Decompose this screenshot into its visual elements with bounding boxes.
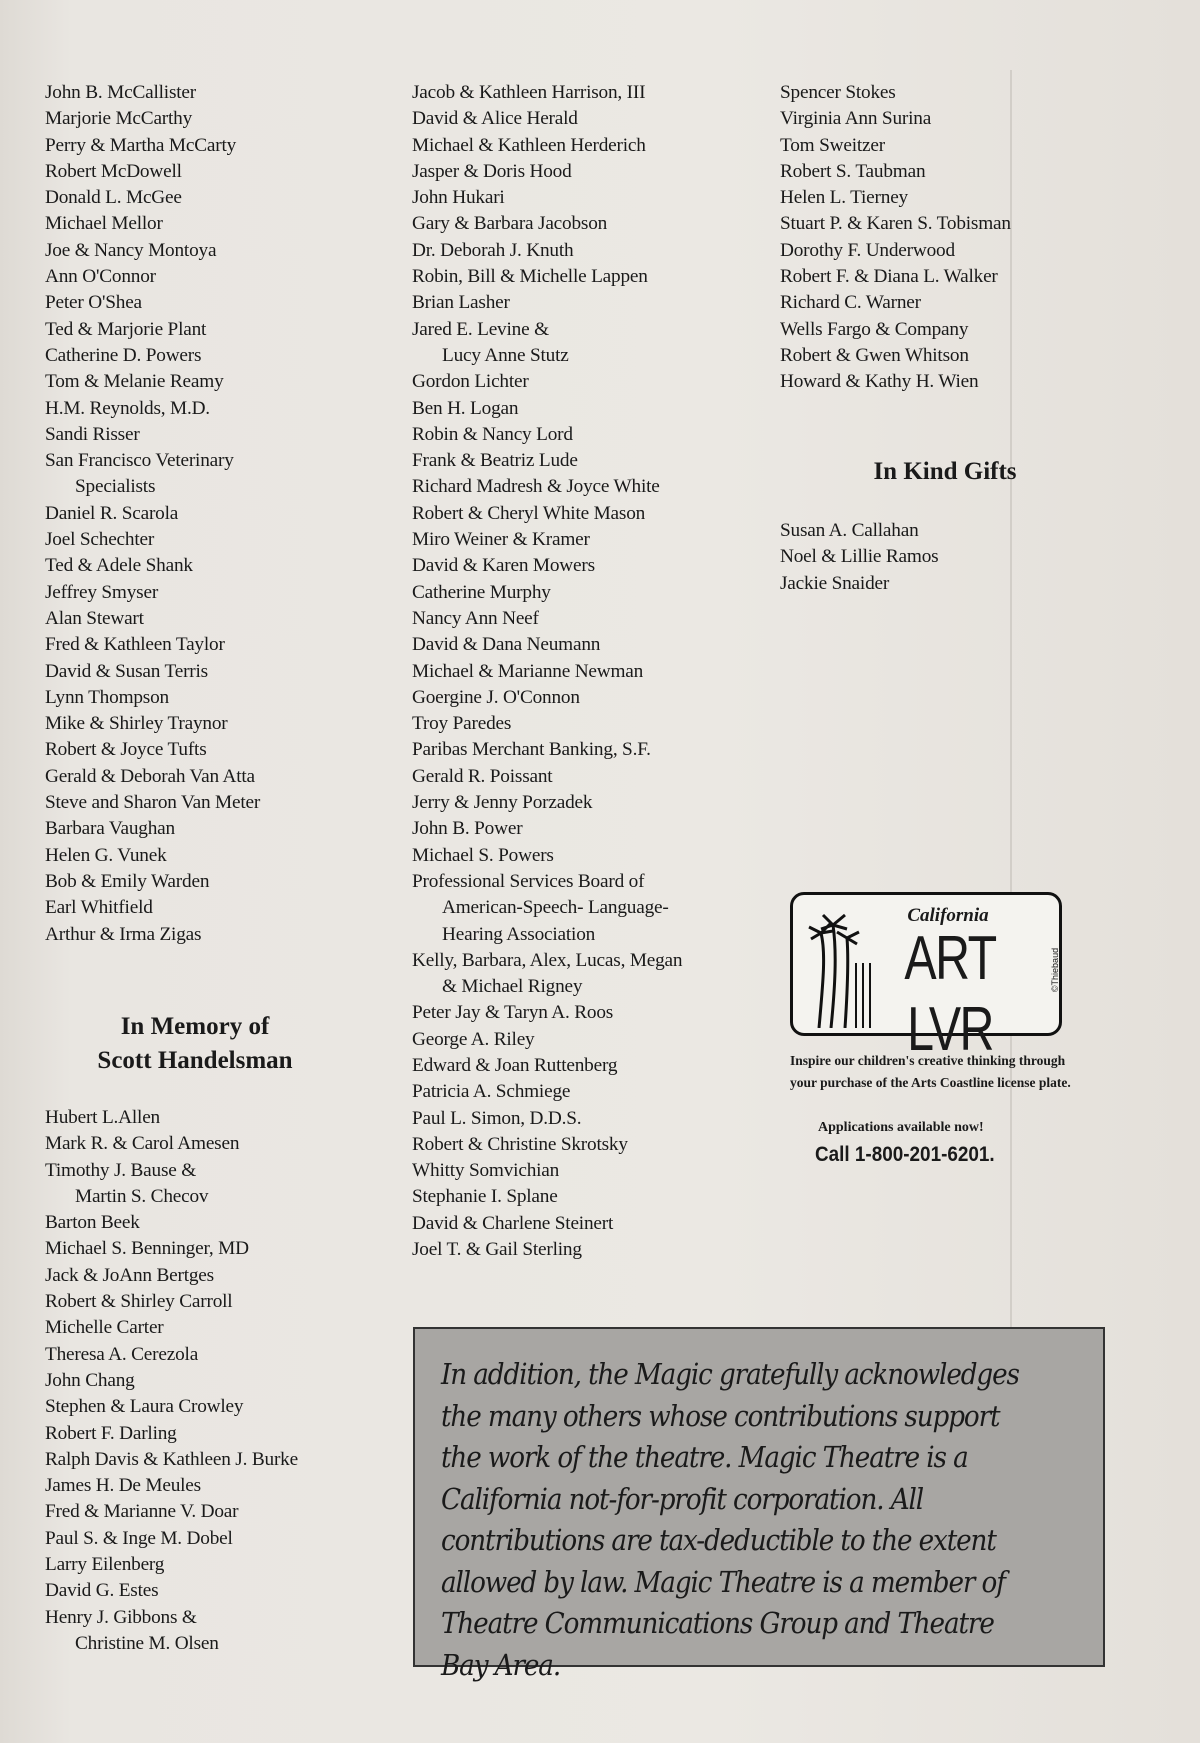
donor-name: Mike & Shirley Traynor	[45, 713, 228, 735]
donor-name: Paul L. Simon, D.D.S.	[412, 1107, 582, 1129]
donor-name: George A. Riley	[412, 1028, 535, 1050]
donor-column-2	[412, 80, 782, 1263]
donor-name: Tom Sweitzer	[780, 134, 885, 156]
in-memory-heading-line1: In Memory of	[120, 1013, 270, 1040]
donor-name: H.M. Reynolds, M.D.	[45, 397, 210, 419]
donor-name: Timothy J. Bause & Martin S. Checov	[45, 1159, 209, 1207]
donor-name: Ralph Davis & Kathleen J. Burke	[45, 1448, 298, 1470]
donor-name: Alan Stewart	[45, 607, 144, 629]
donor-name: Stuart P. & Karen S. Tobisman	[780, 213, 1011, 235]
donor-name: Howard & Kathy H. Wien	[780, 371, 979, 393]
donor-name: Robert S. Taubman	[780, 160, 926, 182]
donor-column-3	[780, 80, 1110, 396]
donor-name: Daniel R. Scarola	[45, 502, 179, 524]
donor-name: Mark R. & Carol Amesen	[45, 1133, 240, 1155]
donor-name: Richard Madresh & Joyce White	[412, 476, 660, 498]
donor-name: Jack & JoAnn Bertges	[45, 1264, 214, 1286]
donor-name: Catherine D. Powers	[45, 344, 202, 366]
donor-name: Donald L. McGee	[45, 187, 182, 209]
donor-name: Michael S. Benninger, MD	[45, 1238, 249, 1260]
donor-name: Gordon Lichter	[412, 371, 529, 393]
in-memory-heading-line2: Scott Handelsman	[97, 1047, 293, 1074]
donor-name: Steve and Sharon Van Meter	[45, 792, 261, 814]
donor-name: Michelle Carter	[45, 1317, 164, 1339]
donor-name: Noel & Lillie Ramos	[780, 546, 939, 568]
donor-name: Marjorie McCarthy	[45, 108, 193, 130]
donor-name: Robert & Gwen Whitson	[780, 344, 969, 366]
donor-name: Susan A. Callahan	[780, 520, 919, 541]
donor-name: Dorothy F. Underwood	[780, 239, 955, 261]
donor-name: Robin, Bill & Michelle Lappen	[412, 266, 648, 288]
donor-name: Jared E. Levine & Lucy Anne Stutz	[412, 318, 569, 366]
donor-name: Paul S. & Inge M. Dobel	[45, 1527, 233, 1549]
donor-name: Barton Beek	[45, 1212, 140, 1234]
plate-state-label: California	[907, 905, 989, 926]
plate-credit: ©Thiebaud	[1049, 947, 1060, 993]
donor-name: Ted & Adele Shank	[45, 555, 193, 577]
donor-name: Michael Mellor	[45, 213, 163, 235]
donor-name: Jeffrey Smyser	[45, 581, 159, 603]
donor-name: Michael & Marianne Newman	[412, 660, 644, 682]
donor-name: David G. Estes	[45, 1580, 159, 1602]
donor-name: Jerry & Jenny Porzadek	[412, 792, 593, 814]
donor-name: Dr. Deborah J. Knuth	[412, 239, 574, 261]
donor-name: Troy Paredes	[412, 713, 512, 735]
donor-name: Richard C. Warner	[780, 292, 921, 314]
donor-name: Ann O'Connor	[45, 266, 156, 288]
donor-name: David & Susan Terris	[45, 660, 208, 682]
donor-name: Wells Fargo & Company	[780, 318, 969, 340]
donor-name: Robin & Nancy Lord	[412, 423, 573, 445]
donor-name: Robert F. Darling	[45, 1422, 177, 1444]
plate-caption: Inspire our children's creative thinking through your purchase of the Arts Coastline license plate.	[790, 1053, 1071, 1090]
donor-name: Patricia A. Schmiege	[412, 1081, 571, 1103]
donor-name: Nancy Ann Neef	[412, 607, 539, 629]
donor-name: Robert & Joyce Tufts	[45, 739, 207, 761]
donor-name: Robert & Christine Skrotsky	[412, 1133, 628, 1155]
donor-name: Theresa A. Cerezola	[45, 1343, 199, 1365]
donor-name: Gary & Barbara Jacobson	[412, 213, 608, 235]
donor-name: James H. De Meules	[45, 1475, 201, 1497]
donor-name: John B. McCallister	[45, 82, 196, 103]
donor-name: Perry & Martha McCarty	[45, 134, 237, 156]
donor-name: Jackie Snaider	[780, 572, 890, 594]
donor-name: David & Karen Mowers	[412, 555, 595, 577]
donor-name: Barbara Vaughan	[45, 818, 175, 840]
in-kind-gifts-heading: In Kind Gifts	[873, 458, 1017, 485]
plate-text: ART LVR	[904, 924, 996, 1064]
donor-name: John Hukari	[412, 187, 505, 209]
donor-name: David & Charlene Steinert	[412, 1212, 614, 1234]
donor-name: Michael S. Powers	[412, 844, 554, 866]
donor-name: Professional Services Board of American-Speech- Language- Hearing Association	[412, 870, 669, 945]
donor-name: Helen G. Vunek	[45, 844, 167, 866]
donor-name: Henry J. Gibbons & Christine M. Olsen	[45, 1606, 219, 1654]
license-plate-ad	[785, 892, 1085, 1192]
in-kind-gifts-list	[780, 518, 1110, 597]
donor-name: Catherine Murphy	[412, 581, 551, 603]
donor-name: Brian Lasher	[412, 292, 510, 314]
donor-name: Hubert L.Allen	[45, 1107, 160, 1128]
donor-name: Ben H. Logan	[412, 397, 519, 419]
donor-name: Larry Eilenberg	[45, 1554, 165, 1576]
donor-name: Gerald R. Poissant	[412, 765, 553, 787]
donor-name: Stephanie I. Splane	[412, 1186, 558, 1208]
plate-applications-note: Applications available now!	[818, 1120, 984, 1135]
donor-name: Frank & Beatriz Lude	[412, 450, 578, 472]
donor-name: Jasper & Doris Hood	[412, 160, 572, 182]
donor-name: Gerald & Deborah Van Atta	[45, 765, 255, 787]
donor-name: David & Dana Neumann	[412, 634, 601, 656]
donor-name: Joel T. & Gail Sterling	[412, 1239, 582, 1261]
donor-name: Sandi Risser	[45, 423, 140, 445]
donor-name: Paribas Merchant Banking, S.F.	[412, 739, 651, 761]
donor-name: Robert & Shirley Carroll	[45, 1291, 233, 1313]
donor-name: Stephen & Laura Crowley	[45, 1396, 244, 1418]
donor-name: Ted & Marjorie Plant	[45, 318, 207, 340]
donor-name: Robert & Cheryl White Mason	[412, 502, 646, 524]
donor-name: Helen L. Tierney	[780, 187, 909, 209]
donor-name: Joel Schechter	[45, 529, 155, 551]
donor-name: John B. Power	[412, 818, 523, 840]
donor-name: Jacob & Kathleen Harrison, III	[412, 82, 646, 103]
donor-name: David & Alice Herald	[412, 108, 578, 130]
donor-name: Tom & Melanie Reamy	[45, 371, 224, 393]
plate-phone-number: Call 1-800-201-6201.	[815, 1143, 995, 1166]
in-memory-heading	[45, 1010, 345, 1078]
donor-name: Virginia Ann Surina	[780, 108, 932, 130]
donor-name: Joe & Nancy Montoya	[45, 239, 217, 261]
acknowledgement-text: In addition, the Magic gratefully acknowledges the many others whose contributions support the work of the theatre. Magic Theatre is a California not-for-profit corporation. All contributions are tax-deductible to the extent allowed by law. Magic Theatre is a member of Theatre Communications Group and Theatre Bay Area.	[441, 1358, 1019, 1682]
in-memory-list	[45, 1105, 385, 1657]
palm-tree-sunset-icon	[801, 903, 876, 1028]
donor-name: Bob & Emily Warden	[45, 870, 210, 892]
donor-name: Fred & Marianne V. Doar	[45, 1501, 239, 1523]
donor-name: Fred & Kathleen Taylor	[45, 634, 225, 656]
donor-name: Whitty Somvichian	[412, 1160, 560, 1182]
donor-name: Edward & Joan Ruttenberg	[412, 1054, 618, 1076]
donor-name: Robert McDowell	[45, 160, 182, 182]
donor-column-1	[45, 80, 385, 948]
donor-name: Kelly, Barbara, Alex, Lucas, Megan & Michael Rigney	[412, 949, 683, 998]
donor-name: Peter O'Shea	[45, 292, 142, 314]
acknowledgement-box	[413, 1327, 1105, 1682]
donor-name: Robert F. & Diana L. Walker	[780, 266, 998, 288]
donor-name: Lynn Thompson	[45, 686, 169, 708]
donor-name: Earl Whitfield	[45, 897, 153, 919]
donor-name: Spencer Stokes	[780, 82, 896, 103]
donor-name: Goergine J. O'Connon	[412, 686, 580, 708]
license-plate-image	[790, 892, 1062, 1064]
donor-name: San Francisco Veterinary Specialists	[45, 450, 234, 498]
donor-name: Peter Jay & Taryn A. Roos	[412, 1002, 614, 1024]
donor-name: Miro Weiner & Kramer	[412, 529, 590, 551]
donor-name: Arthur & Irma Zigas	[45, 923, 202, 945]
donor-name: John Chang	[45, 1369, 135, 1391]
donor-name: Michael & Kathleen Herderich	[412, 134, 646, 156]
